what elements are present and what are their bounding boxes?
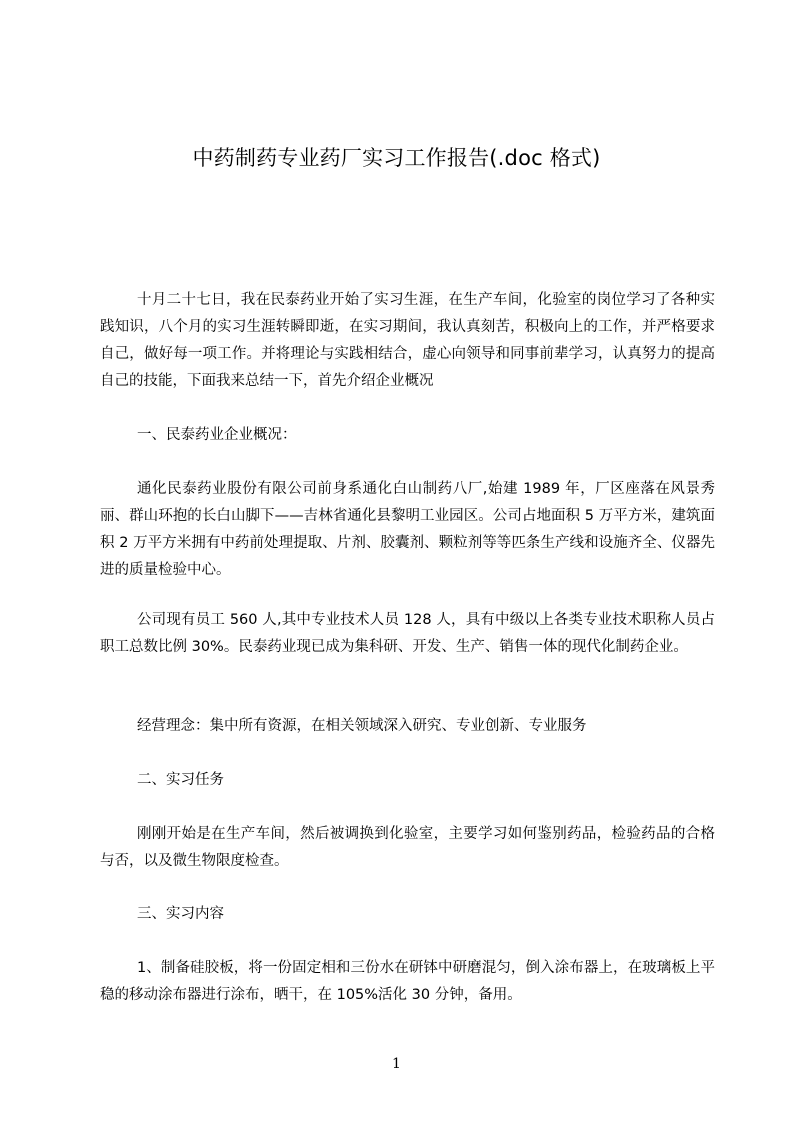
heading-internship-content: 三、实习内容 [137, 906, 224, 922]
paragraph-internship-task: 刚刚开始是在生产车间，然后被调换到化验室，主要学习如何鉴别药品，检验药品的合格与否，以及微生物限度检查。 [100, 826, 715, 869]
page-number: 1 [392, 1056, 401, 1072]
heading-company-overview: 一、民泰药业企业概况： [137, 427, 297, 443]
paragraph-intro: 十月二十七日，我在民泰药业开始了实习生涯，在生产车间，化验室的岗位学习了各种实践知识，八个月的实习生涯转瞬即逝，在实习期间，我认真刻苦，积极向上的工作，并严格要求自己，做好每一项工作。并将理论与实践相结合，虚心向领导和同事前辈学习，认真努力的提高自己的技能，下面我来总结一下，首先介绍企业概况 [100, 292, 715, 389]
paragraph-content-item-1: 1、制备硅胶板，将一份固定相和三份水在研钵中研磨混匀，倒入涂布器上，在玻璃板上平稳的移动涂布器进行涂布，晒干，在 105%活化 30 分钟，备用。 [100, 960, 715, 1003]
paragraph-staff: 公司现有员工 560 人,其中专业技术人员 128 人，具有中级以上各类专业技术职称人员占职工总数比例 30%。民泰药业现已成为集科研、开发、生产、销售一体的现代化制药企业。 [100, 612, 715, 655]
paragraph-company-overview: 通化民泰药业股份有限公司前身系通化白山制药八厂,始建 1989 年，厂区座落在风景秀丽、群山环抱的长白山脚下——吉林省通化县黎明工业园区。公司占地面积 5 万平方米，建筑面积 2 万平方米拥有中药前处理提取、片剂、胶囊剂、颗粒剂等等匹条生产线和设施齐全、仪器先进的质量检验中心。 [100, 481, 715, 578]
document-title: 中药制药专业药厂实习工作报告(.doc 格式) [192, 146, 601, 170]
heading-internship-task: 二、实习任务 [137, 772, 224, 788]
paragraph-business-concept: 经营理念：集中所有资源，在相关领域深入研究、专业创新、专业服务 [137, 718, 587, 734]
